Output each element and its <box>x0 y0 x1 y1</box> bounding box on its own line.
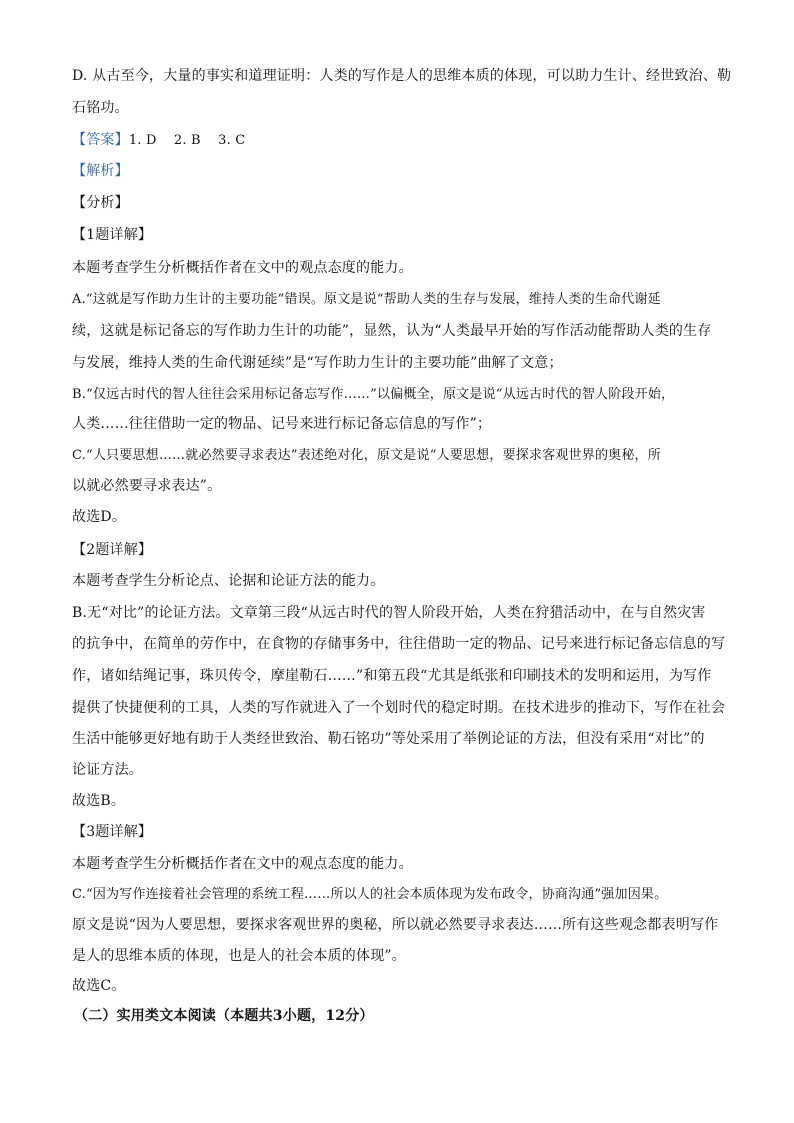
option-d-line-1: D. 从古至今，大量的事实和道理证明：人类的写作是人的思维本质的体现，可以助力生计、经世致治、勒 <box>72 68 732 84</box>
q1-intro: 本题考查学生分析概括作者在文中的观点态度的能力。 <box>72 260 413 276</box>
q2-conclusion: 故选B。 <box>72 793 126 809</box>
answer-label: 【答案】 <box>72 132 129 148</box>
q1-heading: 【1题详解】 <box>72 227 153 243</box>
q3-intro: 本题考查学生分析概括作者在文中的观点态度的能力。 <box>72 856 413 872</box>
q3-heading: 【3题详解】 <box>72 824 153 840</box>
q3-conclusion: 故选C。 <box>72 978 126 994</box>
q1-option-a-line-3: 与发展，维持人类的生命代谢延续”是“写作助力生计的主要功能”曲解了文意； <box>72 355 563 371</box>
q2-line-2: 的抗争中，在简单的劳作中，在食物的存储事务中，往往借助一定的物品、记号来进行标记备忘信息的写 <box>72 636 726 652</box>
q2-intro: 本题考查学生分析论点、论据和论证方法的能力。 <box>72 573 385 589</box>
q2-line-3: 作，诸如结绳记事，珠贝传令，摩崖勒石……”和第五段“尤其是纸张和印刷技术的发明和运用，为写作 <box>72 668 712 684</box>
option-d-line-2: 石铭功。 <box>72 100 129 116</box>
q2-line-6: 论证方法。 <box>72 762 143 778</box>
answer-text: 1. D 2. B 3. C <box>128 133 246 148</box>
q1-option-a-line-2: 续，这就是标记备忘的写作助力生计的功能”，显然，认为“人类最早开始的写作活动能帮助人类的生存 <box>72 323 712 339</box>
q1-option-b-line-1: B.“仅远古时代的智人往往会采用标记备忘写作……”以偏概全，原文是说“从远古时代的智人阶段开始， <box>72 387 675 402</box>
q2-line-5: 生活中能够更好地有助于人类经世致治、勒石铭功”等处采用了举例论证的方法，但没有采用“对比”的 <box>72 731 705 747</box>
q2-line-1: B.无“对比”的论证方法。文章第三段“从远古时代的智人阶段开始，人类在狩猎活动中，在与自然灾害 <box>72 605 706 621</box>
q2-heading: 【2题详解】 <box>72 542 153 558</box>
q3-line-3: 是人的思维本质的体现，也是人的社会本质的体现”。 <box>72 948 406 964</box>
q1-option-c-line-1: C.“人只要思想……就必然要寻求表达”表述绝对化，原文是说“人要思想，要探求客观世界的奥秘，所 <box>72 448 661 463</box>
q1-option-b-line-2: 人类……往往借助一定的物品、记号来进行标记备忘信息的写作”； <box>72 416 492 432</box>
q1-option-c-line-2: 以就必然要寻求表达”。 <box>72 478 222 494</box>
q3-line-2: 原文是说“因为人要思想，要探求客观世界的奥秘，所以就必然要寻求表达……所有这些观念都表明写作 <box>72 917 719 933</box>
analysis-label: 【解析】 <box>72 163 129 179</box>
q3-line-1: C.“因为写作连接着社会管理的系统工程……所以人的社会本质体现为发布政令，协商沟通”强加因果。 <box>72 887 668 902</box>
section-title: （二）实用类文本阅读（本题共3小题，12分） <box>74 1008 374 1024</box>
q1-conclusion: 故选D。 <box>72 509 127 525</box>
fenxi-label: 【分析】 <box>72 195 129 211</box>
q2-line-4: 提供了快捷便利的工具，人类的写作就进入了一个划时代的稳定时期。在技术进步的推动下，写作在社会 <box>72 700 726 716</box>
q1-option-a-line-1: A.“这就是写作助力生计的主要功能”错误。原文是说“帮助人类的生存与发展，维持人类的生命代谢延 <box>72 292 661 307</box>
answer-row <box>72 130 732 151</box>
